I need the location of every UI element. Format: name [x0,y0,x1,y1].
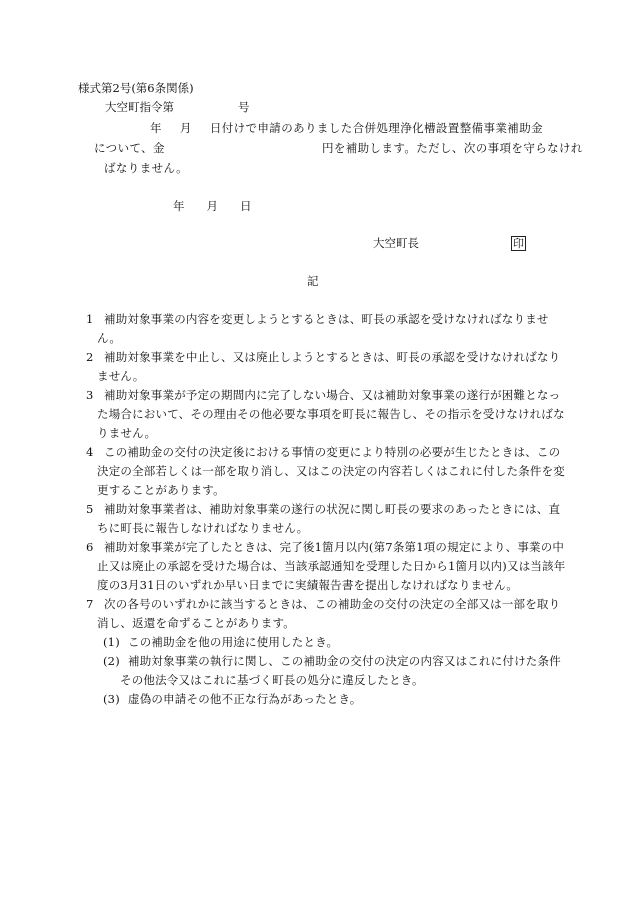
date-line [173,197,252,216]
intro-month: 月 [179,121,192,135]
intro-line-1 [150,119,543,138]
sub-item-number: (1) [103,635,120,649]
sub-item-number: (2) [103,654,120,668]
list-item-text: 補助対象事業が完了したときは、完了後1箇月以内(第7条第1項の規定により、事業の中止又は廃止の承認を受けた場合は、当該承認通知を受理した日から1箇月以内)又は当該年度の3月31日のいずれか早い日までに実績報告書を提出しなければなりません。 [97,540,566,592]
list-item-number: 2 [86,350,94,364]
document-number-suffix: 号 [238,100,250,114]
sub-item [103,633,553,652]
list-item [86,500,567,538]
intro-day-text: 日付けで申請のありました合併処理浄化槽設置整備事業補助金 [209,121,544,135]
date-day: 日 [240,199,252,213]
intro-line-2 [94,139,583,158]
list-item-text: 補助対象事業の内容を変更しようとするときは、町長の承認を受けなければなりません。 [97,312,549,345]
list-item-text: 補助対象事業を中止し、又は廃止しようとするときは、町長の承認を受けなければなりません。 [97,350,561,383]
intro-year: 年 [150,121,162,135]
list-item-number: 3 [86,388,94,402]
list-item [86,348,567,386]
document-number-line [105,98,250,117]
sub-item-number: (3) [103,692,120,706]
list-item-number: 4 [86,445,94,459]
list-item-text: 補助対象事業者は、補助対象事業の遂行の状況に関し町長の要求のあったときには、直ちに町長に報告しなければなりません。 [97,502,561,535]
list-item-number: 1 [86,312,94,326]
sub-item-text: 補助対象事業の執行に関し、この補助金の交付の決定の内容又はこれに付けた条件その他法令又はこれに基づく町長の処分に違反したとき。 [120,654,561,687]
list-item-number: 5 [86,502,94,516]
signature-title: 大空町長 [373,236,419,250]
sub-item [103,690,553,709]
seal-text: 印 [513,237,524,250]
intro-amount-suffix: 円を補助します。ただし、次の事項を守らなけれ [321,141,583,155]
sub-item-text: この補助金を他の用途に使用したとき。 [128,635,339,649]
list-item-number: 6 [86,540,94,554]
list-item [86,310,567,348]
document-number-prefix: 大空町指令第 [105,100,174,114]
list-item-text: 次の各号のいずれかに該当するときは、この補助金の交付の決定の全部又は一部を取り消し、返還を命ずることがあります。 [97,597,561,630]
list-item [86,443,567,500]
form-header: 様式第2号(第6条関係) [78,81,194,95]
list-item-number: 7 [86,597,94,611]
list-item-text: この補助金の交付の決定後における事情の変更により特別の必要が生じたときは、この決定の全部若しくは一部を取り消し、又はこの決定の内容若しくはこれに付した条件を変更することがあります。 [97,445,565,497]
list-item [86,386,567,443]
intro-line-3: ばなりません。 [104,161,188,175]
date-month: 月 [206,199,218,213]
list-item [86,538,567,595]
ki-heading: 記 [307,274,319,288]
sub-item [103,652,570,690]
list-item [86,595,567,633]
seal-mark [511,234,526,253]
intro-amount-prefix: について、金 [94,141,165,155]
list-item-text: 補助対象事業が予定の期間内に完了しない場合、又は補助対象事業の遂行が困難となった場合において、その理由その他必要な事項を町長に報告し、その指示を受けなければなりません。 [97,388,565,440]
sub-item-text: 虚偽の申請その他不正な行為があったとき。 [128,692,362,706]
date-year: 年 [173,199,185,213]
